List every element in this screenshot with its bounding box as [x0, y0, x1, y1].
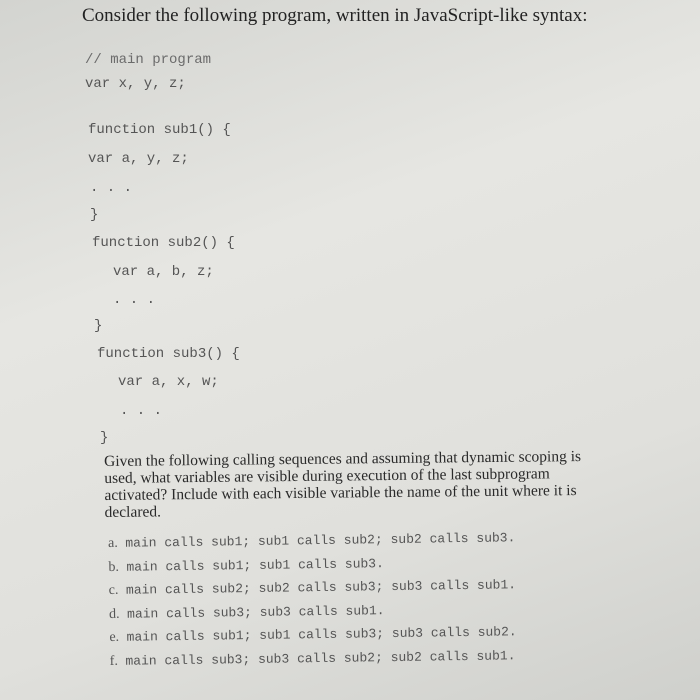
code-sub2-header: function sub2() { [92, 235, 235, 251]
code-sub3-close: } [100, 430, 109, 446]
code-sub1-dots: . . . [90, 180, 133, 196]
option-f: f. main calls sub3; sub3 calls sub2; sub2 calls sub1. [109, 647, 516, 669]
code-main-var: var x, y, z; [85, 76, 186, 92]
option-d: d. main calls sub3; sub3 calls sub1. [108, 602, 385, 622]
option-c: c. main calls sub2; sub2 calls sub3; sub3 calls sub1. [108, 577, 517, 598]
options-list [108, 530, 517, 677]
code-comment: // main program [85, 52, 212, 68]
option-a: a. main calls sub1; sub1 calls sub2; sub2 calls sub3. [108, 530, 516, 551]
option-e: e. main calls sub1; sub1 calls sub3; sub3 calls sub2. [109, 624, 517, 645]
option-b: b. main calls sub1; sub1 calls sub3. [108, 555, 384, 575]
question-text: Given the following calling sequences and assuming that dynamic scoping is used, what variables are visible during execution of the last subprogram activated? Include with each visible variable the name of the unit where it is declared. [104, 448, 582, 521]
code-sub3-dots: . . . [120, 403, 163, 419]
code-sub3-var: var a, x, w; [118, 374, 219, 390]
exercise-title: Consider the following program, written in JavaScript-like syntax: [82, 5, 588, 26]
code-sub2-var: var a, b, z; [113, 264, 214, 280]
code-sub1-close: } [90, 207, 99, 223]
code-sub1-var: var a, y, z; [88, 151, 189, 167]
code-sub3-header: function sub3() { [97, 346, 240, 362]
code-sub2-dots: . . . [113, 292, 156, 308]
code-sub2-close: } [94, 318, 103, 334]
code-sub1-header: function sub1() { [88, 122, 231, 138]
